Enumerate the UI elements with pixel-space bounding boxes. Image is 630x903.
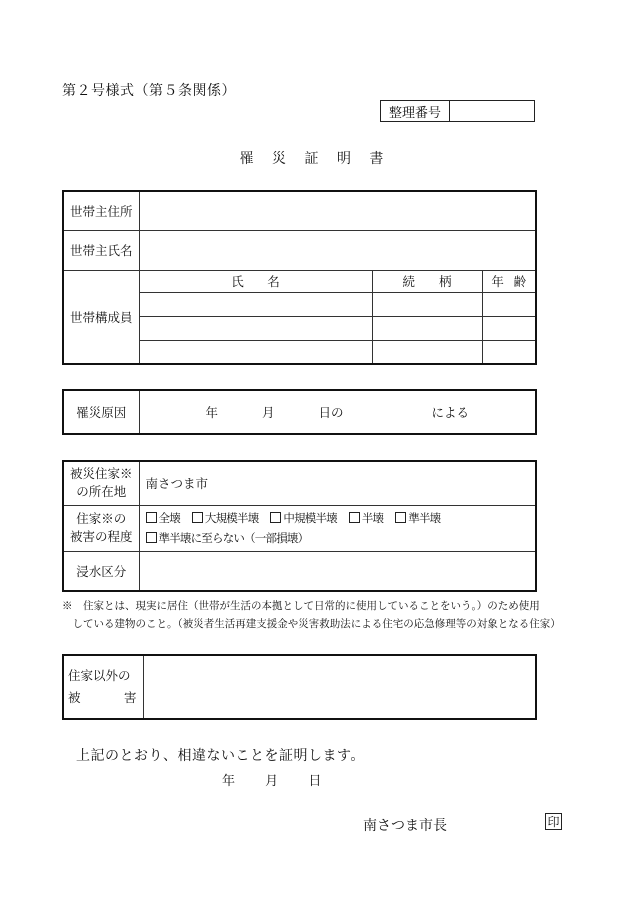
member-age-cell[interactable] (482, 340, 536, 364)
checkbox[interactable] (270, 512, 281, 523)
checkbox[interactable] (146, 512, 157, 523)
option-half-collapse[interactable]: 半壊 (349, 511, 383, 525)
damage-level-options (139, 505, 536, 551)
checkbox[interactable] (349, 512, 360, 523)
issuer-name: 南さつま市長 (363, 818, 447, 834)
address-label: 世帯主住所 (63, 191, 139, 230)
option-large-half-collapse[interactable]: 大規模半壊 (192, 511, 259, 525)
certification-statement: 上記のとおり、相違ないことを証明します。 (76, 748, 365, 764)
document-title: 罹 災 証 明 書 (239, 151, 391, 167)
member-relation-cell[interactable] (372, 316, 482, 340)
member-age-header: 年 齢 (482, 270, 536, 292)
head-name-label: 世帯主氏名 (63, 230, 139, 270)
member-name-cell[interactable] (139, 292, 372, 316)
other-damage-label: 住家以外の 被 害 (63, 655, 143, 719)
certification-date: 年 月 日 (222, 774, 322, 789)
flood-class-field[interactable] (139, 551, 536, 591)
location-field[interactable]: 南さつま市 (139, 461, 536, 505)
other-damage-table (62, 654, 537, 720)
member-relation-cell[interactable] (372, 292, 482, 316)
cause-day-of: 日の (318, 405, 344, 420)
household-table (62, 190, 537, 365)
member-relation-header: 続 柄 (372, 270, 482, 292)
checkbox[interactable] (192, 512, 203, 523)
checkbox[interactable] (146, 532, 157, 543)
footnote-line: ※ 住家とは、現実に居住（世帯が生活の本拠として日常的に使用していることをいう。）のため使用 (62, 600, 540, 612)
reference-number-box (380, 100, 535, 122)
option-total-collapse[interactable]: 全壊 (146, 511, 180, 525)
disaster-cause-label: 罹災原因 (63, 390, 139, 434)
members-label: 世帯構成員 (63, 270, 139, 364)
footnote-line: している建物のこと。（被災者生活再建支援金や災害救助法による住宅の応急修理等の対象となる住家） (62, 618, 561, 630)
member-name-cell[interactable] (139, 340, 372, 364)
seal-mark: 印 (545, 813, 562, 830)
member-relation-cell[interactable] (372, 340, 482, 364)
footnote (62, 597, 562, 633)
house-damage-table (62, 460, 537, 592)
head-name-field[interactable] (139, 230, 536, 270)
flood-class-label: 浸水区分 (63, 551, 139, 591)
option-semi-half-collapse[interactable]: 準半壊 (395, 511, 440, 525)
other-damage-field[interactable] (143, 655, 536, 719)
disaster-cause-field[interactable] (139, 390, 536, 434)
location-label: 被災住家※ の所在地 (63, 461, 139, 505)
member-name-cell[interactable] (139, 316, 372, 340)
form-number: 第２号様式（第５条関係） (62, 83, 236, 99)
cause-year: 年 (205, 405, 219, 420)
disaster-cause-table (62, 389, 537, 435)
member-name-header: 氏 名 (139, 270, 372, 292)
reference-number-field[interactable] (450, 101, 534, 121)
option-partial-damage[interactable]: 準半壊に至らない（一部損壊） (146, 531, 309, 545)
option-medium-half-collapse[interactable]: 中規模半壊 (270, 511, 337, 525)
cause-by: による (431, 405, 470, 420)
address-field[interactable] (139, 191, 536, 230)
cause-month: 月 (262, 405, 275, 420)
member-age-cell[interactable] (482, 316, 536, 340)
damage-level-label: 住家※の 被害の程度 (63, 505, 139, 551)
reference-number-label: 整理番号 (381, 101, 450, 121)
member-age-cell[interactable] (482, 292, 536, 316)
checkbox[interactable] (395, 512, 406, 523)
